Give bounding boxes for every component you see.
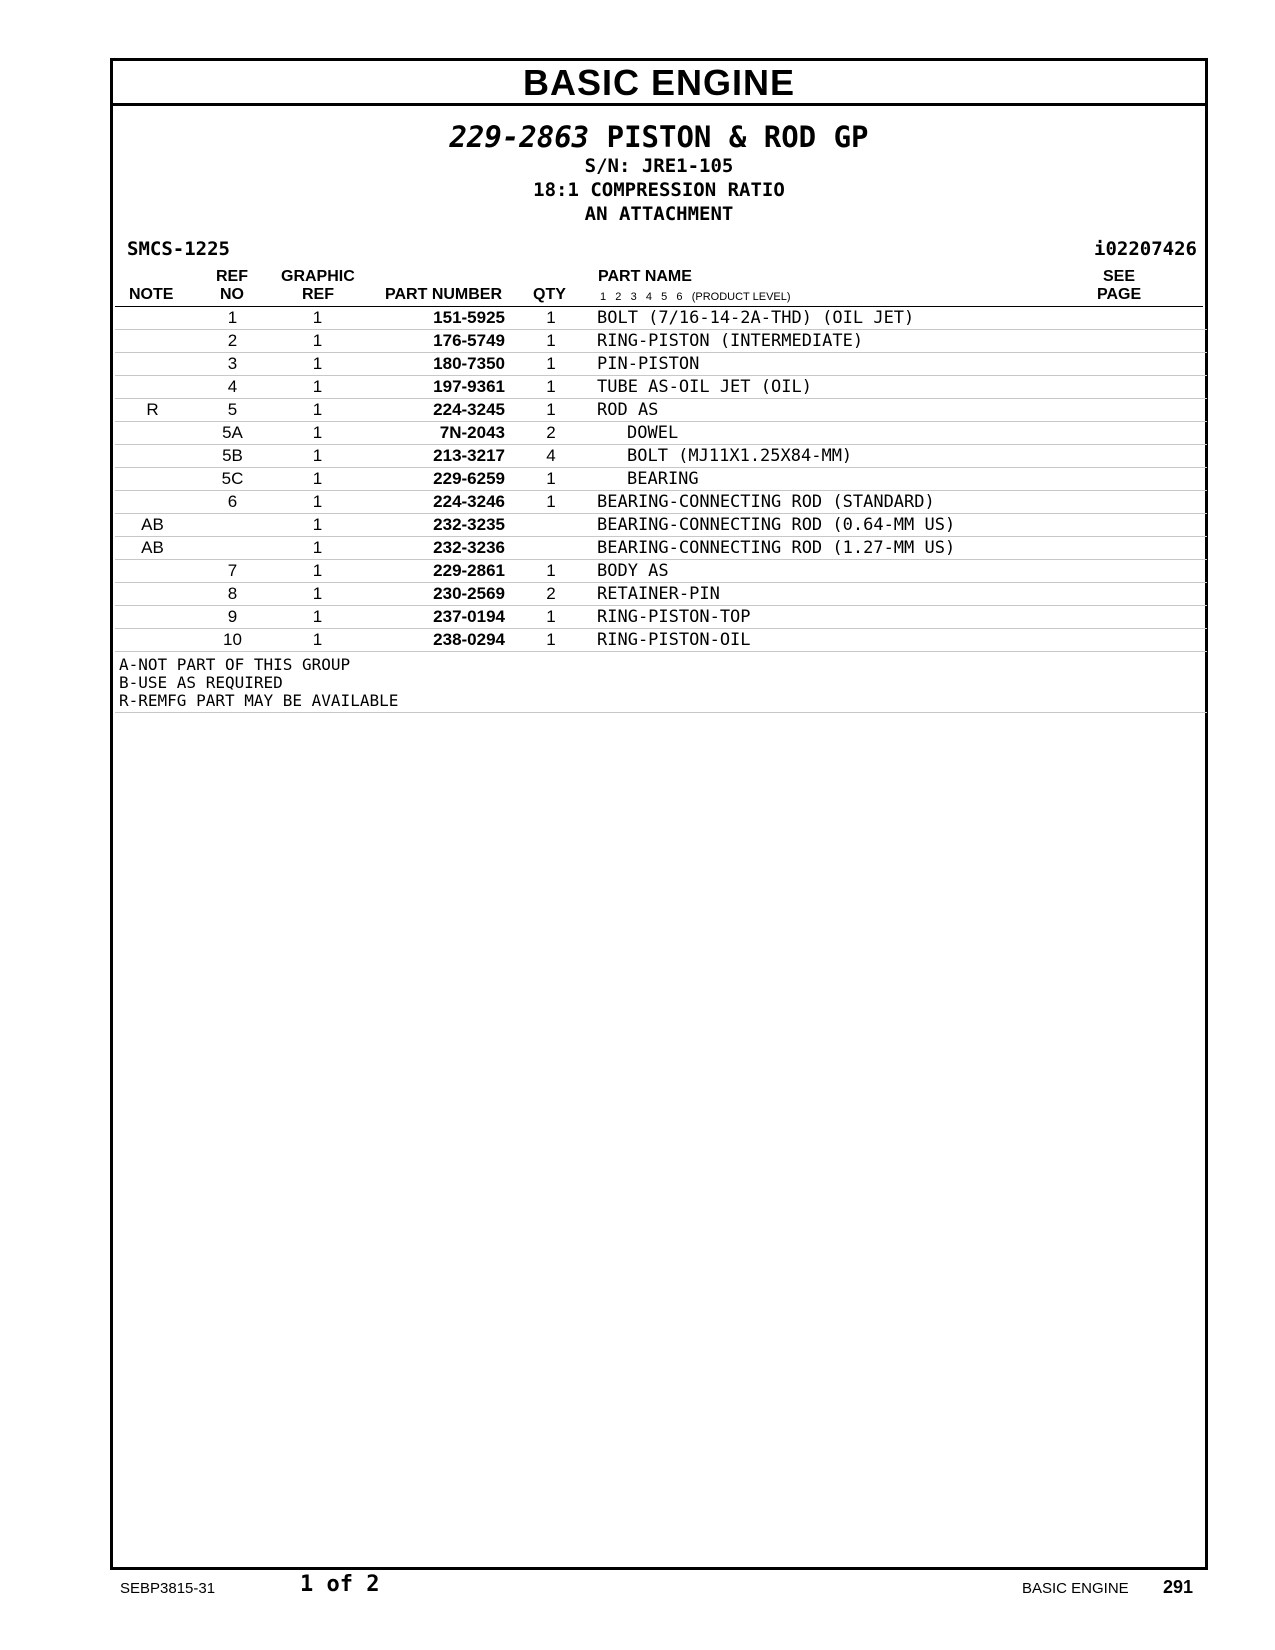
ref-number-cell: 9 (190, 606, 275, 629)
graphic-ref-cell: 1 (275, 606, 360, 629)
part-name-cell: ROD AS (597, 399, 1077, 422)
table-row (115, 606, 1207, 629)
table-row (115, 629, 1207, 652)
graphic-ref-cell: 1 (275, 491, 360, 514)
quantity-cell (505, 537, 597, 560)
page-frame (110, 58, 1208, 1570)
note-cell (115, 307, 190, 330)
ref-number-cell: 1 (190, 307, 275, 330)
part-name-cell: RING-PISTON (INTERMEDIATE) (597, 330, 1077, 353)
table-row (115, 491, 1207, 514)
table-row (115, 560, 1207, 583)
ref-number-cell: 8 (190, 583, 275, 606)
see-page-cell (1077, 445, 1207, 468)
part-number-cell: 7N-2043 (360, 422, 505, 445)
footnotes (115, 652, 1207, 713)
graphic-ref-cell: 1 (275, 422, 360, 445)
part-number-cell: 224-3245 (360, 399, 505, 422)
footnote-r: R-REMFG PART MAY BE AVAILABLE (119, 691, 399, 710)
header-see-top: SEE (1103, 268, 1136, 285)
group-part-number: 229-2863 (449, 120, 590, 154)
part-number-cell: 151-5925 (360, 307, 505, 330)
group-name: PISTON & ROD GP (606, 120, 869, 154)
part-name-cell: BEARING-CONNECTING ROD (STANDARD) (597, 491, 1077, 514)
note-cell (115, 468, 190, 491)
ref-number-cell: 5 (190, 399, 275, 422)
quantity-cell: 1 (505, 353, 597, 376)
see-page-cell (1077, 468, 1207, 491)
header-product-levels: 1 2 3 4 5 6 (PRODUCT LEVEL) (600, 291, 791, 303)
header-see-bottom: PAGE (1097, 286, 1142, 303)
see-page-cell (1077, 399, 1207, 422)
part-name-cell: BOLT (7/16-14-2A-THD) (OIL JET) (597, 307, 1077, 330)
document-number: SEBP3815-31 (120, 1580, 216, 1597)
ref-number-cell: 5B (190, 445, 275, 468)
see-page-cell (1077, 353, 1207, 376)
table-header (115, 268, 1203, 307)
graphic-ref-cell: 1 (275, 560, 360, 583)
header-graphic-top: GRAPHIC (281, 268, 355, 285)
part-number-cell: 197-9361 (360, 376, 505, 399)
quantity-cell: 1 (505, 468, 597, 491)
quantity-cell: 1 (505, 560, 597, 583)
table-row (115, 307, 1207, 330)
part-name-cell: PIN-PISTON (597, 353, 1077, 376)
quantity-cell: 1 (505, 629, 597, 652)
part-number-cell: 229-6259 (360, 468, 505, 491)
part-number-cell: 213-3217 (360, 445, 505, 468)
graphic-ref-cell: 1 (275, 399, 360, 422)
part-number-cell: 230-2569 (360, 583, 505, 606)
header-part-number: PART NUMBER (385, 286, 503, 303)
graphic-ref-cell: 1 (275, 376, 360, 399)
quantity-cell: 1 (505, 330, 597, 353)
table-row (115, 537, 1207, 560)
smcs-code: SMCS-1225 (127, 238, 230, 260)
see-page-cell (1077, 422, 1207, 445)
part-number-cell: 232-3236 (360, 537, 505, 560)
ref-number-cell: 2 (190, 330, 275, 353)
part-number-cell: 229-2861 (360, 560, 505, 583)
ref-number-cell: 10 (190, 629, 275, 652)
graphic-ref-cell: 1 (275, 583, 360, 606)
graphic-ref-cell: 1 (275, 537, 360, 560)
group-header (113, 106, 1205, 226)
table-row (115, 468, 1207, 491)
note-cell (115, 583, 190, 606)
part-name-cell: BEARING-CONNECTING ROD (0.64-MM US) (597, 514, 1077, 537)
see-page-cell (1077, 376, 1207, 399)
graphic-ref-cell: 1 (275, 514, 360, 537)
graphic-ref-cell: 1 (275, 445, 360, 468)
note-cell (115, 422, 190, 445)
ref-number-cell (190, 514, 275, 537)
group-title (113, 120, 1205, 154)
note-cell (115, 376, 190, 399)
part-name-cell: TUBE AS-OIL JET (OIL) (597, 376, 1077, 399)
graphic-ref-cell: 1 (275, 307, 360, 330)
quantity-cell: 1 (505, 307, 597, 330)
table-row (115, 583, 1207, 606)
see-page-cell (1077, 606, 1207, 629)
note-cell (115, 445, 190, 468)
part-number-cell: 232-3235 (360, 514, 505, 537)
quantity-cell: 2 (505, 422, 597, 445)
header-ref-top: REF (216, 268, 248, 285)
see-page-cell (1077, 629, 1207, 652)
table-row (115, 330, 1207, 353)
note-cell: R (115, 399, 190, 422)
see-page-cell (1077, 537, 1207, 560)
ref-number-cell: 4 (190, 376, 275, 399)
table-row (115, 353, 1207, 376)
quantity-cell: 1 (505, 399, 597, 422)
graphic-ref-cell: 1 (275, 353, 360, 376)
ref-number-cell: 3 (190, 353, 275, 376)
ref-number-cell: 7 (190, 560, 275, 583)
graphic-ref-cell: 1 (275, 330, 360, 353)
part-name-cell: BEARING-CONNECTING ROD (1.27-MM US) (597, 537, 1077, 560)
note-cell (115, 606, 190, 629)
quantity-cell (505, 514, 597, 537)
quantity-cell: 1 (505, 376, 597, 399)
ref-number-cell: 5C (190, 468, 275, 491)
quantity-cell: 2 (505, 583, 597, 606)
note-cell (115, 353, 190, 376)
meta-row (113, 238, 1205, 268)
table-row (115, 399, 1207, 422)
part-number-cell: 238-0294 (360, 629, 505, 652)
attachment-note: AN ATTACHMENT (584, 203, 734, 225)
section-title: BASIC ENGINE (113, 61, 1205, 106)
illustration-id: i02207426 (1094, 238, 1197, 260)
see-page-cell (1077, 514, 1207, 537)
header-graphic-bottom: REF (302, 286, 334, 303)
page-of: 1 of 2 (300, 1572, 380, 1597)
note-cell (115, 491, 190, 514)
part-name-cell: RING-PISTON-TOP (597, 606, 1077, 629)
see-page-cell (1077, 491, 1207, 514)
part-number-cell: 224-3246 (360, 491, 505, 514)
table-row (115, 514, 1207, 537)
quantity-cell: 4 (505, 445, 597, 468)
page-number: 291 (1163, 1577, 1194, 1597)
parts-table (115, 307, 1207, 652)
note-cell (115, 629, 190, 652)
footnote-b: B-USE AS REQUIRED (119, 673, 283, 692)
table-row (115, 422, 1207, 445)
quantity-cell: 1 (505, 606, 597, 629)
part-name-cell: BOLT (MJ11X1.25X84-MM) (597, 445, 1077, 468)
see-page-cell (1077, 583, 1207, 606)
part-name-cell: RETAINER-PIN (597, 583, 1077, 606)
header-ref-bottom: NO (220, 286, 244, 303)
ref-number-cell: 6 (190, 491, 275, 514)
see-page-cell (1077, 307, 1207, 330)
compression-ratio: 18:1 COMPRESSION RATIO (533, 179, 785, 201)
footnote-a: A-NOT PART OF THIS GROUP (119, 655, 351, 674)
header-part-name: PART NAME (598, 268, 692, 285)
header-note: NOTE (129, 286, 174, 303)
part-name-cell: BODY AS (597, 560, 1077, 583)
part-name-cell: BEARING (597, 468, 1077, 491)
graphic-ref-cell: 1 (275, 468, 360, 491)
page-footer (0, 1568, 1275, 1608)
see-page-cell (1077, 330, 1207, 353)
part-name-cell: RING-PISTON-OIL (597, 629, 1077, 652)
note-cell (115, 560, 190, 583)
ref-number-cell: 5A (190, 422, 275, 445)
see-page-cell (1077, 560, 1207, 583)
part-name-cell: DOWEL (597, 422, 1077, 445)
table-row (115, 376, 1207, 399)
note-cell: AB (115, 514, 190, 537)
part-number-cell: 180-7350 (360, 353, 505, 376)
quantity-cell: 1 (505, 491, 597, 514)
part-number-cell: 176-5749 (360, 330, 505, 353)
table-row (115, 445, 1207, 468)
note-cell (115, 330, 190, 353)
footer-section: BASIC ENGINE (1022, 1580, 1129, 1597)
serial-number: S/N: JRE1-105 (584, 155, 734, 177)
header-qty: QTY (533, 286, 566, 303)
part-number-cell: 237-0194 (360, 606, 505, 629)
graphic-ref-cell: 1 (275, 629, 360, 652)
note-cell: AB (115, 537, 190, 560)
ref-number-cell (190, 537, 275, 560)
